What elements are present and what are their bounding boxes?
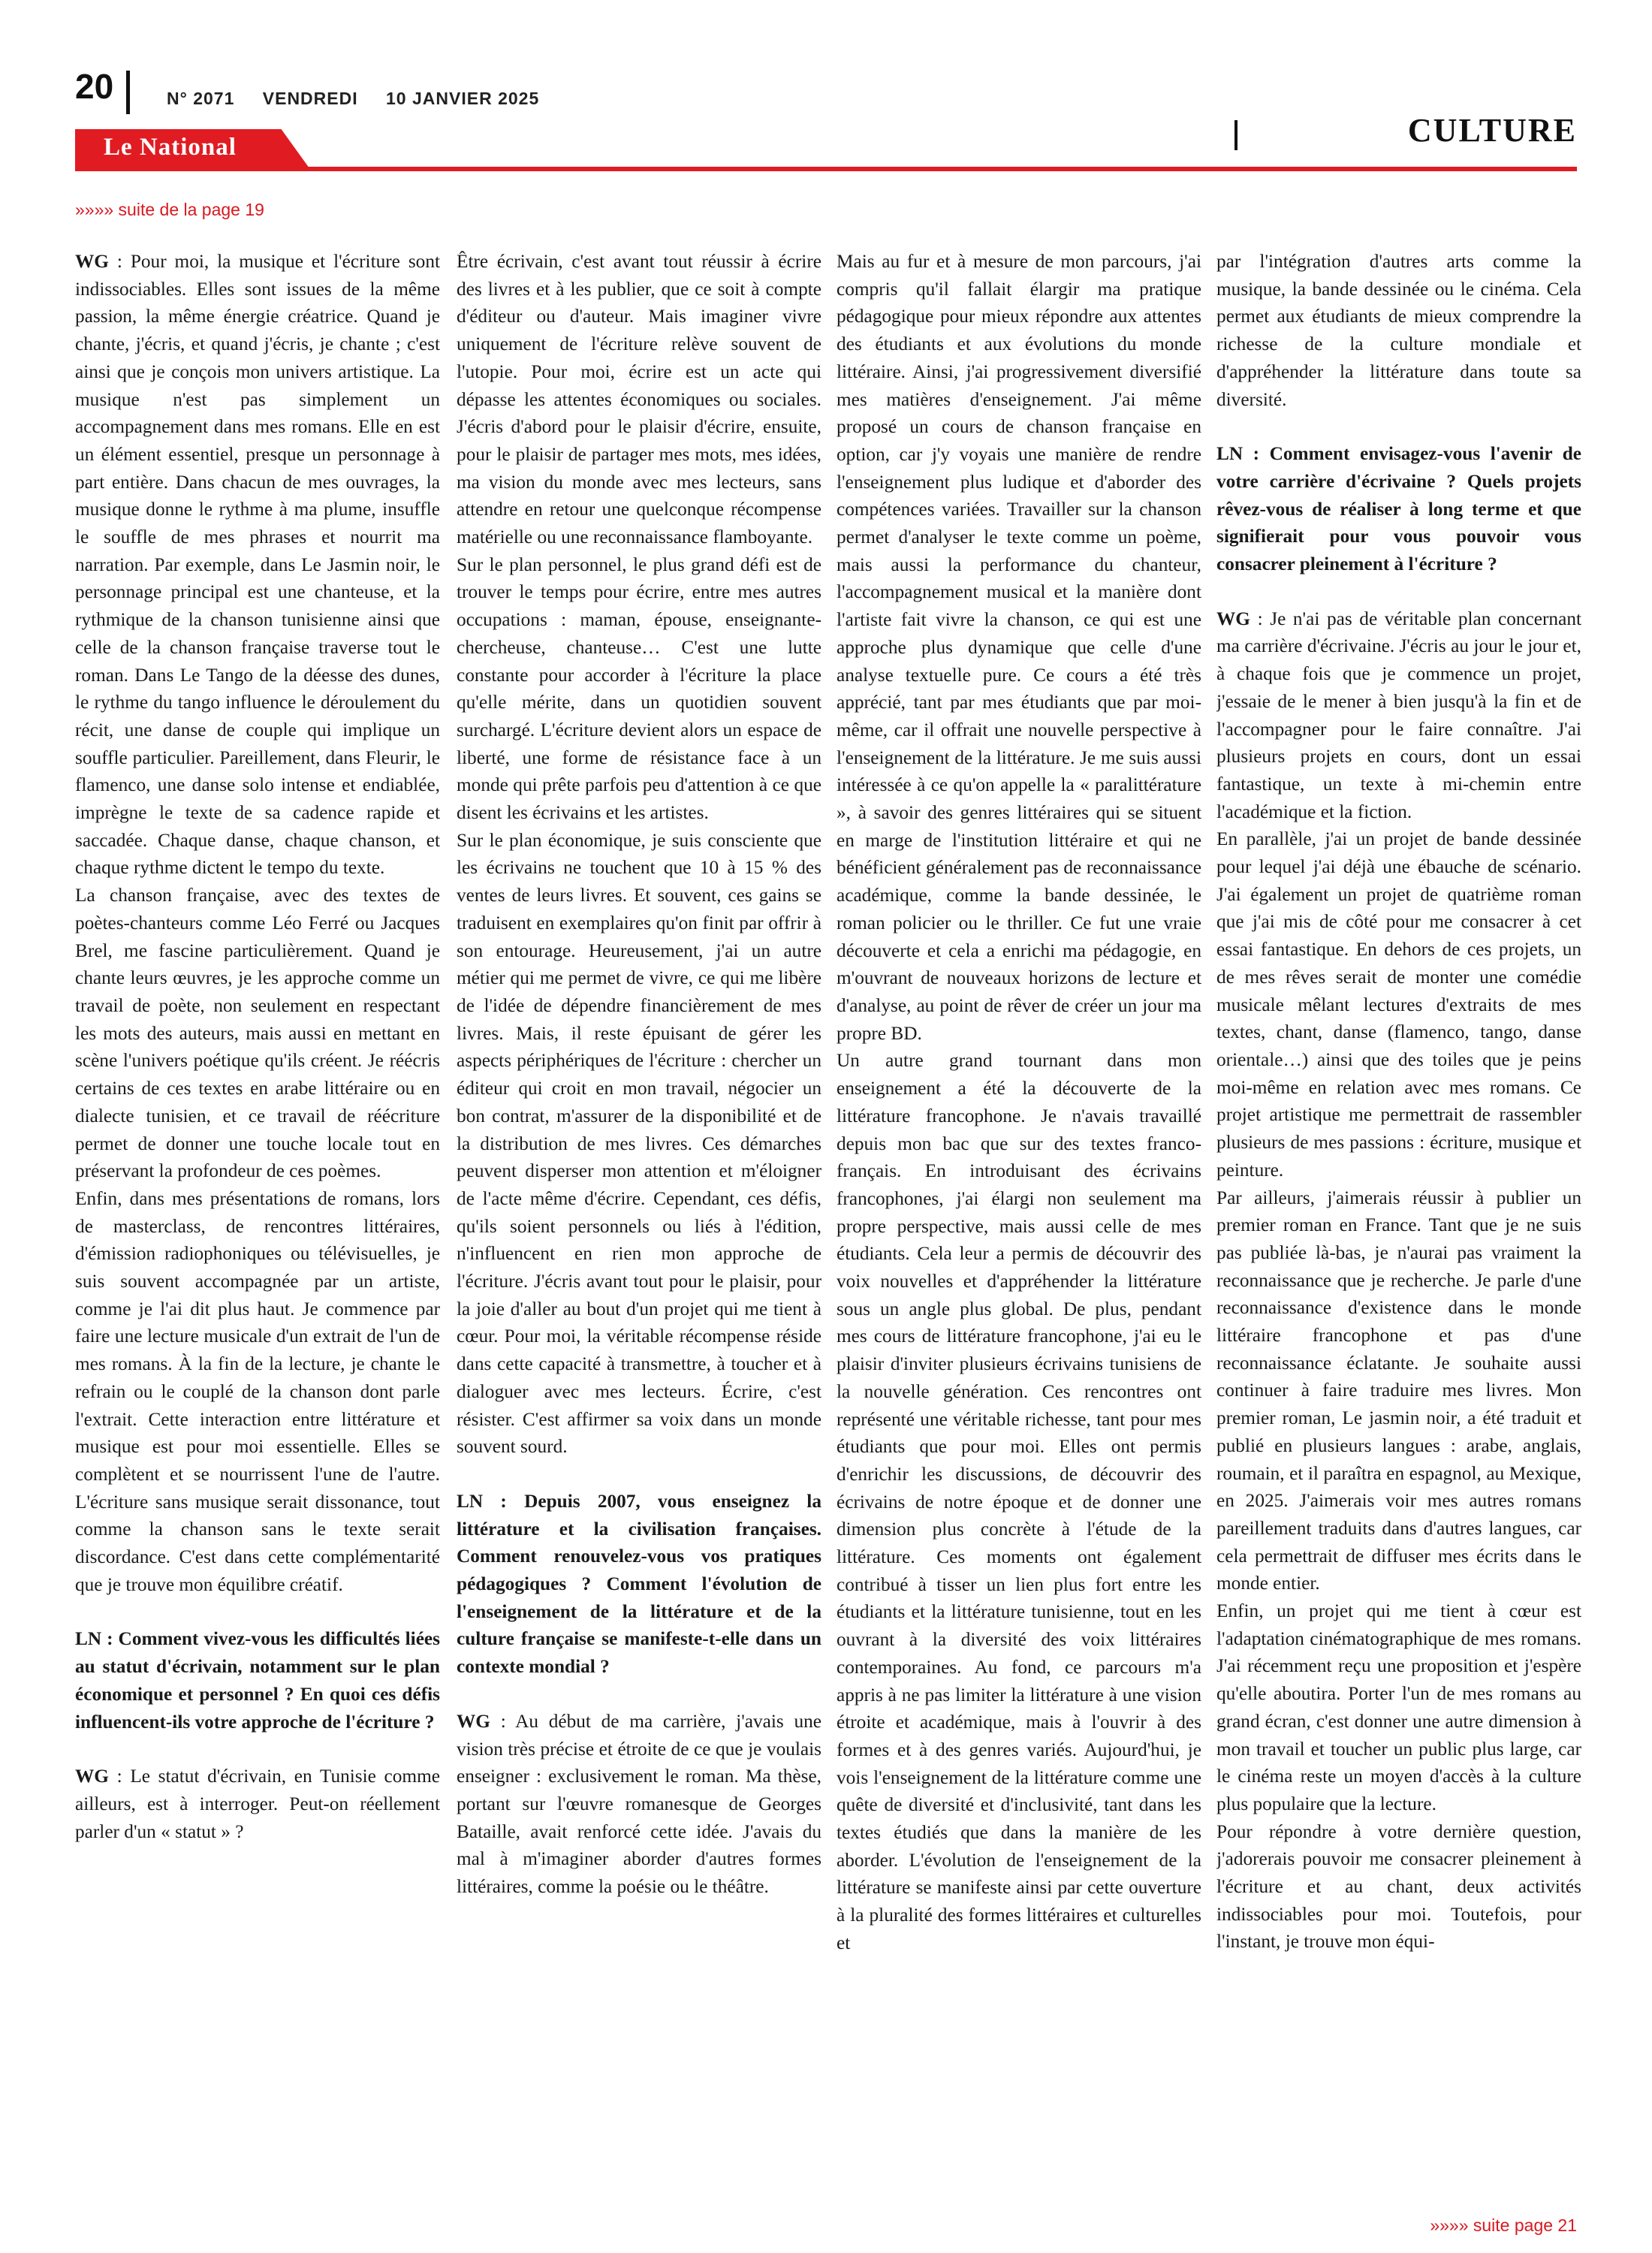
section-title: CULTURE: [1407, 112, 1577, 149]
paragraph: WG : Au début de ma carrière, j'avais une vision très précise et étroite de ce que je voulais enseigner : exclusivement le roman. Ma thèse, portant sur l'œuvre romanesque de Georges Bataille, avait renforcé cette idée. J'avais du mal à m'imaginer aborder d'autres formes littéraires, comme la poésie ou le théâtre.: [457, 1710, 821, 1898]
interview-question: LN : Comment envisagez-vous l'avenir de votre carrière d'écrivaine ? Quels projets rêvez-vous de réaliser à long terme et que signifierait pour vous pouvoir vous consacrer pleinement à l'écriture ?: [1216, 443, 1581, 575]
paragraph: La chanson française, avec des textes de poètes-chanteurs comme Léo Ferré ou Jacques Brel, me fascine particulièrement. Quand je chante leurs œuvres, je les approche comme un travail de poète, non seulement en respectant les mots des auteurs, mais aussi en mettant en scène l'univers poétique qu'ils créent. Je réécris certains de ces textes en arabe littéraire ou en dialecte tunisien, et ce travail de réécriture permet de donner une touche locale tout en préservant la profondeur de ces poèmes.: [75, 885, 440, 1182]
page-number: 20: [75, 67, 114, 106]
paragraph: Être écrivain, c'est avant tout réussir à écrire des livres et à les publier, que ce soit à compte d'éditeur ou d'auteur. Mais imaginer vivre uniquement de l'écriture relève souvent de l'utopie. Pour moi, écrire est un acte qui dépasse les attentes économiques ou sociales. J'écris d'abord pour le plaisir d'écrire, ensuite, pour le plaisir de partager mes mots, mes idées, ma vision du monde avec mes lecteurs, sans attendre en retour une quelconque récompense matérielle ou une reconnaissance flamboyante.: [457, 251, 821, 548]
paragraph: Par ailleurs, j'aimerais réussir à publier un premier roman en France. Tant que je ne suis pas publiée là-bas, je n'aurai pas vraiment la reconnaissance que je recherche. Je parle d'une reconnaissance d'existence dans le monde littéraire francophone et pas d'une reconnaissance éclatante. Je souhaite aussi continuer à faire traduire mes livres. Mon premier roman, Le jasmin noir, a été traduit et publié en plusieurs langues : arabe, anglais, roumain, et il paraîtra en espagnol, au Mexique, en 2025. J'aimerais voir mes autres romans pareillement traduits dans d'autres langues, car cela permettrait de diffuser mes écrits dans le monde entier.: [1216, 1187, 1581, 1594]
speaker-label: WG: [457, 1710, 490, 1732]
issue-number: N° 2071: [167, 89, 235, 108]
newspaper-logo: Le National: [104, 134, 237, 161]
paragraph: Un autre grand tournant dans mon enseignement a été la découverte de la littérature francophone. Je n'avais travaillé depuis mon bac que sur des textes franco-français. En introduisant des écrivains francophones, j'ai élargi non seulement ma propre perspective, mais aussi celle de mes étudiants. Cela leur a permis de découvrir des voix nouvelles et d'appréhender la littérature sous un angle plus global. De plus, pendant mes cours de littérature francophone, j'ai eu le plaisir d'inviter plusieurs écrivains tunisiens de la nouvelle génération. Ces rencontres ont représenté une véritable richesse, tant pour mes étudiants que pour moi. Elles ont permis d'enrichir les discussions, de découvrir des écrivains de notre époque et de donner une dimension plus concrète à l'étude de la littérature. Ces moments ont également contribué à tisser un lien plus fort entre les étudiants et la littérature tunisienne, tout en les ouvrant à la diversité des voix littéraires contemporaines. Au fond, ce parcours m'a appris à ne pas limiter la littérature à une vision étroite et académique, mais à l'ouvrir à des formes et à des genres variés. Aujourd'hui, je vois l'enseignement de la littérature comme une quête de diversité et d'inclusivité, tant dans les textes étudiés que dans la manière de les aborder. L'évolution de l'enseignement de la littérature se manifeste ainsi par cette ouverture à la pluralité des formes littéraires et culturelles et: [837, 1050, 1201, 1953]
paragraph: Enfin, dans mes présentations de romans, lors de masterclass, de rencontres littéraires, d'émission radiophoniques ou télévisuelles, je suis souvent accompagnée par un artiste, comme je l'ai dit plus haut. Je commence par faire une lecture musicale d'un extrait de l'un de mes romans. À la fin de la lecture, je chante le refrain ou le couplé de la chanson dont parle l'extrait. Cette interaction entre littérature et musique est pour moi essentielle. Elles se complètent et se nourrissent l'une de l'autre. L'écriture sans musique serait dissonance, tout comme la chanson sans le texte serait discordance. C'est dans cette complémentarité que je trouve mon équilibre créatif.: [75, 1187, 440, 1595]
paragraph: par l'intégration d'autres arts comme la musique, la bande dessinée ou le cinéma. Cela permet aux étudiants de mieux comprendre la richesse de la culture mondiale et d'appréhender la littérature dans toute sa diversité.: [1216, 251, 1581, 410]
paragraph: En parallèle, j'ai un projet de bande dessinée pour lequel j'ai déjà une ébauche de scénario. J'ai également un projet de quatrième roman que j'ai mis de côté pour me consacrer à cet essai fantastique. En dehors de ces projets, un de mes rêves serait de monter une comédie musicale mêlant lectures d'extraits de mes textes, chant, danse (flamenco, tango, danse orientale…) ainsi que des toiles que je peins moi-même en relation avec mes romans. Ce projet artistique me permettrait de rassembler plusieurs de mes passions : écriture, musique et peinture.: [1216, 828, 1581, 1181]
paragraph: Enfin, un projet qui me tient à cœur est l'adaptation cinématographique de mes romans. J'ai récemment reçu une proposition et j'espère qu'elle aboutira. Porter l'un de mes romans au grand écran, c'est donner une autre dimension à mon travail et toucher un public plus large, car le cinéma reste un moyen d'accès à la culture plus populaire que la lecture.: [1216, 1600, 1581, 1814]
page-header: [0, 0, 1652, 195]
article-column-1: [75, 248, 440, 2208]
paragraph: WG : Je n'ai pas de véritable plan concernant ma carrière d'écrivaine. J'écris au jour le jour et, à chaque fois que je commence un projet, j'essaie de le mener à bien jusqu'à la fin et de l'accompagner pour le faire connaître. J'ai plusieurs projets en cours, dont un essai fantastique, un texte à mi-chemin entre l'académique et la fiction.: [1216, 608, 1581, 822]
speaker-label: WG: [75, 1766, 109, 1787]
article-column-2: [457, 248, 821, 2208]
section-divider: [1234, 120, 1237, 150]
paragraph: Sur le plan personnel, le plus grand défi est de trouver le temps pour écrire, entre mes autres occupations : maman, épouse, enseignante-chercheuse, chanteuse… C'est une lutte constante pour accorder à l'écriture la place qu'elle mérite, dans un quotidien souvent surchargé. L'écriture devient alors un espace de liberté, une forme de résistance face à un monde qui prête parfois peu d'attention à ce que disent les écrivains et les artistes.: [457, 553, 821, 824]
article-column-3: [837, 248, 1201, 2208]
interview-question: LN : Depuis 2007, vous enseignez la littérature et la civilisation françaises. Comment renouvelez-vous vos pratiques pédagogiques ? Comment l'évolution de l'enseignement de la littérature et de la culture française se manifeste-t-elle dans un contexte mondial ?: [457, 1490, 821, 1678]
header-divider: [126, 71, 130, 114]
article-column-4: [1216, 248, 1581, 2208]
issue-date: 10 JANVIER 2025: [386, 89, 540, 108]
issue-weekday: VENDREDI: [262, 89, 358, 108]
continued-from-note: »»»» suite de la page 19: [75, 200, 264, 219]
paragraph: WG : Le statut d'écrivain, en Tunisie comme ailleurs, est à interroger. Peut-on réellement parler d'un « statut » ?: [75, 1766, 440, 1842]
speaker-label: WG: [1216, 608, 1250, 629]
continued-to-note: »»»» suite page 21: [1430, 2215, 1577, 2235]
speaker-label: WG: [75, 251, 109, 272]
paragraph: Sur le plan économique, je suis consciente que les écrivains ne touchent que 10 à 15 % des ventes de leurs livres. Et souvent, ces gains se traduisent en exemplaires qu'on finit par offrir à son entourage. Heureusement, j'ai un autre métier qui me permet de vivre, ce qui me libère de l'idée de dépendre financièrement de mes livres. Mais, il reste épuisant de gérer les aspects périphériques de l'écriture : chercher un éditeur qui croit en mon travail, négocier un bon contrat, m'assurer de la disponibilité et de la distribution de mes livres. Ces démarches peuvent disperser mon attention et m'éloigner de l'acte même d'écrire. Cependant, ces défis, qu'ils soient personnels ou liés à l'édition, n'influencent en rien mon approche de l'écriture. J'écris avant tout pour le plaisir, pour la joie d'aller au bout d'un projet qui me tient à cœur. Pour moi, la véritable récompense réside dans cette capacité à transmettre, à toucher et à dialoguer avec mes lecteurs. Écrire, c'est résister. C'est affirmer sa voix dans un monde souvent sourd.: [457, 829, 821, 1458]
paragraph: WG : Pour moi, la musique et l'écriture sont indissociables. Elles sont issues de la même passion, la même énergie créatrice. Quand je chante, j'écris, et quand j'écris, je chante ; c'est ainsi que je conçois mon univers artistique. La musique n'est pas simplement un accompagnement dans mes romans. Elle en est un élément essentiel, presque un personnage à part entière. Dans chacun de mes ouvrages, la musique donne le rythme à ma plume, insuffle le souffle de mes phrases et nourrit ma narration. Par exemple, dans Le Jasmin noir, le personnage principal est une chanteuse, et la rythmique de la chanson tunisienne ainsi que celle de la chanson française traverse tout le roman. Dans Le Tango de la déesse des dunes, le rythme du tango influence le déroulement du récit, une danse de couple qui implique un souffle particulier. Pareillement, dans Fleurir, le flamenco, une danse solo intense et endiablée, imprègne le texte de sa cadence rapide et saccadée. Chaque danse, chaque chanson, et chaque rythme dictent le tempo du texte.: [75, 251, 440, 879]
paragraph: Mais au fur et à mesure de mon parcours, j'ai compris qu'il fallait élargir ma pratique pédagogique pour mieux répondre aux attentes des étudiants et aux évolutions du monde littéraire. Ainsi, j'ai progressivement diversifié mes matières d'enseignement. J'ai même proposé un cours de chanson française en option, car j'y voyais une manière de rendre l'enseignement plus ludique et d'aborder des compétences variées. Travailler sur la chanson permet d'analyser le texte comme un poème, mais aussi la performance du chanteur, l'accompagnement musical et la manière dont l'artiste fait vivre la chanson, ce qui est une approche plus dynamique que celle d'une analyse textuelle pure. Ce cours a été très apprécié, tant par mes étudiants que par moi-même, car il offrait une nouvelle perspective à l'enseignement de la littérature. Je me suis aussi intéressée à ce qu'on appelle la « paralittérature », à savoir des genres littéraires qui se situent en marge de l'institution littéraire et qui ne bénéficient généralement pas de reconnaissance académique, comme la bande dessinée, le roman policier ou le thriller. Ce fut une vraie découverte et cela a enrichi ma pédagogie, en m'ouvrant de nouveaux horizons de lecture et d'analyse, au point de rêver de créer un jour ma propre BD.: [837, 251, 1201, 1044]
interview-question: LN : Comment vivez-vous les difficultés liées au statut d'écrivain, notamment sur le plan économique et personnel ? En quoi ces défis influencent-ils votre approche de l'écriture ?: [75, 1628, 440, 1733]
header-rule: [75, 167, 1577, 171]
paragraph: Pour répondre à votre dernière question, j'adorerais pouvoir me consacrer pleinement à l'écriture et au chant, deux activités indissociables pour moi. Toutefois, pour l'instant, je trouve mon équi-: [1216, 1820, 1581, 1953]
issue-info: [167, 89, 562, 109]
